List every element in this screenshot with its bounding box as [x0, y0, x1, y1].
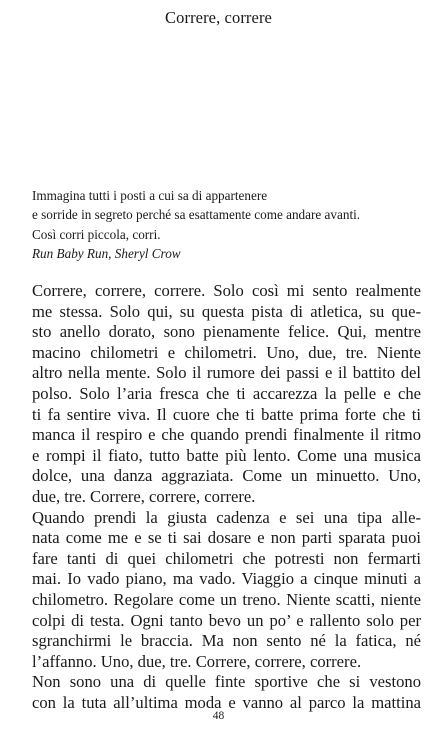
text-line: sto anello dorato, sono pienamente felice. Qui, mentre: [32, 322, 421, 342]
epigraph: [32, 186, 424, 263]
text-line: due, tre. Correre, correre, correre.: [32, 486, 256, 506]
text-line: manca il respiro e che quando prendi finalmente il ritmo: [32, 425, 421, 445]
text-line: con la tuta all’ultima moda e vanno al parco la mattina: [32, 692, 421, 712]
text-line: dolce, una danza aggraziata. Come un minuetto. Uno,: [32, 466, 421, 486]
text-line: Correre, correre, correre. Solo così mi sento realmente: [32, 281, 421, 300]
text-line: sgranchirmi le braccia. Ma non sento né la fatica, né: [32, 631, 421, 651]
text-line: Non sono una di quelle finte sportive che si vestono: [32, 672, 421, 692]
epigraph-line: e sorride in segreto perché sa esattamente come andare avanti.: [32, 207, 361, 223]
text-line: polso. Solo l’aria fresca che ti accarezza la pelle e che: [32, 383, 421, 403]
text-line: me stessa. Solo qui, su questa pista di atletica, su que-: [32, 301, 421, 321]
text-line: mai. Io vado piano, ma vado. Viaggio a cinque minuti a: [32, 569, 421, 589]
text-line: ti fa sentire viva. Il cuore che ti batte prima forte che ti: [32, 404, 421, 424]
text-line: macino chilometri e chilometri. Uno, due, tre. Niente: [32, 342, 421, 362]
text-line: nata come me e se ti sai dosare e non parti sparata puoi: [32, 528, 421, 548]
body-text: [32, 281, 421, 713]
epigraph-line: Immagina tutti i posti a cui sa di appartenere: [32, 188, 268, 203]
running-head: Correre, correre: [165, 8, 272, 27]
text-line: Quando prendi la giusta cadenza e sei una tipa alle-: [32, 507, 421, 527]
text-line: l’affanno. Uno, due, tre. Correre, correre, correre.: [32, 651, 362, 671]
text-line: colpi di testa. Ogni tanto bevo un po’ e rallento solo per: [32, 610, 421, 630]
epigraph-source: Run Baby Run, Sheryl Crow: [32, 245, 181, 261]
page-number: 48: [212, 710, 225, 722]
text-line: fare tanti di quei chilometri che potresti non fermarti: [32, 548, 421, 568]
text-line: e rompi il fiato, tutto batte più lento. Come una musica: [32, 445, 421, 465]
text-line: altro nella mente. Solo il rumore dei passi e il battito del: [32, 363, 421, 383]
text-line: chilometro. Regolare come un treno. Niente scatti, niente: [32, 589, 421, 609]
epigraph-line: Così corri piccola, corri.: [32, 226, 161, 242]
